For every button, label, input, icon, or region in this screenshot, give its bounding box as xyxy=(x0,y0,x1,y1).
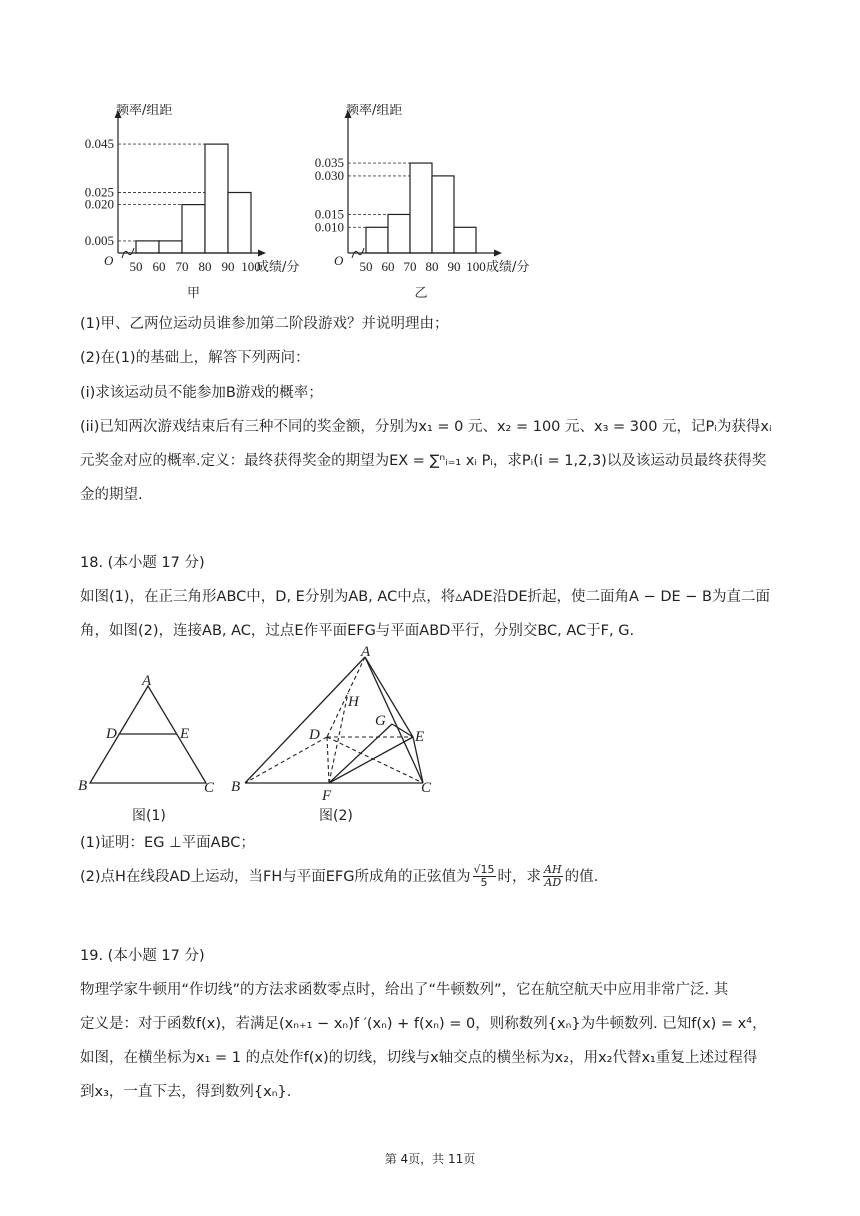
y-tick-label: 0.005 xyxy=(84,232,114,248)
fig2-label-d: D xyxy=(309,727,320,743)
y-tick-label: 0.010 xyxy=(314,219,344,235)
figure-2-folded-pyramid xyxy=(225,640,440,830)
histogram-bar xyxy=(410,163,432,253)
fig2-caption: 图(2) xyxy=(319,808,353,824)
x-axis-arrow xyxy=(494,250,502,257)
fig2-label-g: G xyxy=(375,713,386,729)
axis-break-mark xyxy=(352,248,364,258)
x-tick-label: 50 xyxy=(129,259,143,274)
fig1-caption: 图(1) xyxy=(132,808,166,824)
y-tick-label: 0.035 xyxy=(314,155,344,171)
fraction-ah-over-ad xyxy=(543,864,563,889)
y-tick-label: 0.030 xyxy=(314,167,344,183)
q18-part2-text-b: 时，求 xyxy=(497,868,542,885)
x-tick-label: 80 xyxy=(425,259,439,274)
fig1-label-d: D xyxy=(106,726,117,742)
fig1-label-b: B xyxy=(78,778,88,794)
x-axis-arrow xyxy=(258,250,266,257)
histogram-bar xyxy=(366,227,388,253)
fraction-denominator: 5 xyxy=(480,876,488,889)
y-tick-label: 0.045 xyxy=(84,136,114,152)
y-tick-label: 0.015 xyxy=(314,206,344,222)
fig1-label-c: C xyxy=(204,780,215,796)
x-tick-label: 60 xyxy=(152,259,166,274)
histogram-bar xyxy=(454,227,476,253)
x-tick-label: 70 xyxy=(403,259,417,274)
q18-part2-text-c: 的值. xyxy=(564,868,599,885)
q17-part2: (2)在(1)的基础上，解答下列两问： xyxy=(80,350,310,366)
axis-break-mark xyxy=(122,248,134,258)
q17-part2-ii-line1: (ii)已知两次游戏结束后有三种不同的奖金额，分别为x₁ = 0 元、x₂ = 100 元、x₃ = 300 元，记Pᵢ为获得xᵢ xyxy=(80,419,772,435)
histogram-bar xyxy=(432,176,454,253)
histogram-bar xyxy=(182,205,205,253)
chart-name: 乙 xyxy=(414,286,428,301)
histogram-yi xyxy=(300,104,550,304)
y-axis-label: 频率/组距 xyxy=(116,104,173,118)
fig2-label-e: E xyxy=(415,729,425,745)
fraction-sqrt15-over-5 xyxy=(473,864,496,889)
q19-statement-line4: 到x₃，一直下去，得到数列{xₙ}. xyxy=(80,1084,292,1100)
x-axis-label: 成绩/分 xyxy=(256,260,300,275)
histogram-bar xyxy=(205,144,228,253)
fig2-label-a: A xyxy=(361,644,371,660)
q17-part2-i: (i)求该运动员不能参加B游戏的概率； xyxy=(80,385,323,401)
figure-1-triangle xyxy=(70,668,230,828)
y-tick-label: 0.020 xyxy=(84,196,114,212)
fig2-label-b: B xyxy=(231,779,241,795)
y-axis-label: 频率/组距 xyxy=(346,104,403,118)
x-tick-label: 90 xyxy=(221,259,235,274)
fig1-label-e: E xyxy=(180,726,190,742)
histogram-bar xyxy=(388,214,410,253)
x-tick-label: 50 xyxy=(359,259,373,274)
x-tick-label: 60 xyxy=(381,259,395,274)
x-tick-label: 100 xyxy=(466,259,486,274)
q18-statement-line2: 角，如图(2)，连接AB, AC，过点E作平面EFG与平面ABD平行，分别交BC, AC于F, G. xyxy=(80,623,635,639)
q19-statement-line1: 物理学家牛顿用“作切线”的方法求函数零点时，给出了“牛顿数列”，它在航空航天中应用非常广泛. 其 xyxy=(80,982,729,998)
q17-part1: (1)甲、乙两位运动员谁参加第二阶段游戏？并说明理由； xyxy=(80,316,449,332)
y-tick-label: 0.025 xyxy=(84,184,114,200)
fig1-label-a: A xyxy=(142,673,152,689)
x-tick-label: 90 xyxy=(447,259,461,274)
page-footer: 第 4页，共 11页 xyxy=(384,1152,476,1166)
fig2-label-h: H xyxy=(348,694,359,710)
histogram-jia xyxy=(70,104,300,304)
q18-header: 18. (本小题 17 分) xyxy=(80,555,205,571)
fig2-label-c: C xyxy=(421,780,432,796)
fraction-numerator: √15 xyxy=(473,863,495,876)
q18-part2-text-a: (2)点H在线段AD上运动，当FH与平面EFG所成角的正弦值为 xyxy=(80,868,471,885)
origin-label: O xyxy=(334,253,344,268)
fig2-label-f: F xyxy=(322,788,332,804)
chart-name: 甲 xyxy=(186,286,201,301)
histogram-bar xyxy=(159,241,182,253)
x-tick-label: 70 xyxy=(175,259,189,274)
q18-statement-line1: 如图(1)，在正三角形ABC中，D, E分别为AB, AC中点，将▵ADE沿DE折起，使二面角A − DE − B为直二面 xyxy=(80,589,770,605)
origin-label: O xyxy=(104,253,114,268)
x-tick-label: 80 xyxy=(198,259,212,274)
x-axis-label: 成绩/分 xyxy=(486,260,530,275)
q19-statement-line3: 如图，在横坐标为x₁ = 1 的点处作f(x)的切线，切线与x轴交点的横坐标为x₂，用x₂代替x₁重复上述过程得 xyxy=(80,1050,758,1066)
q19-statement-line2: 定义是：对于函数f(x)，若满足(xₙ₊₁ − xₙ)f ′(xₙ) + f(xₙ) = 0，则称数列{xₙ}为牛顿数列. 已知f(x) = x⁴， xyxy=(80,1016,767,1032)
fraction-denominator: AD xyxy=(544,876,562,889)
q17-part2-ii-line3: 金的期望. xyxy=(80,487,143,503)
histogram-bar xyxy=(136,241,159,253)
q18-part2 xyxy=(80,864,598,889)
q18-part1: (1)证明：EG ⊥平面ABC； xyxy=(80,835,255,851)
x-tick-label: 100 xyxy=(241,259,261,274)
fraction-numerator: AH xyxy=(544,863,562,876)
q19-header: 19. (本小题 17 分) xyxy=(80,948,205,964)
histogram-bar xyxy=(228,193,251,254)
q17-part2-ii-line2: 元奖金对应的概率.定义：最终获得奖金的期望为EX = ∑ⁿᵢ₌₁ xᵢ Pᵢ，求Pᵢ(i = 1,2,3)以及该运动员最终获得奖 xyxy=(80,453,767,469)
